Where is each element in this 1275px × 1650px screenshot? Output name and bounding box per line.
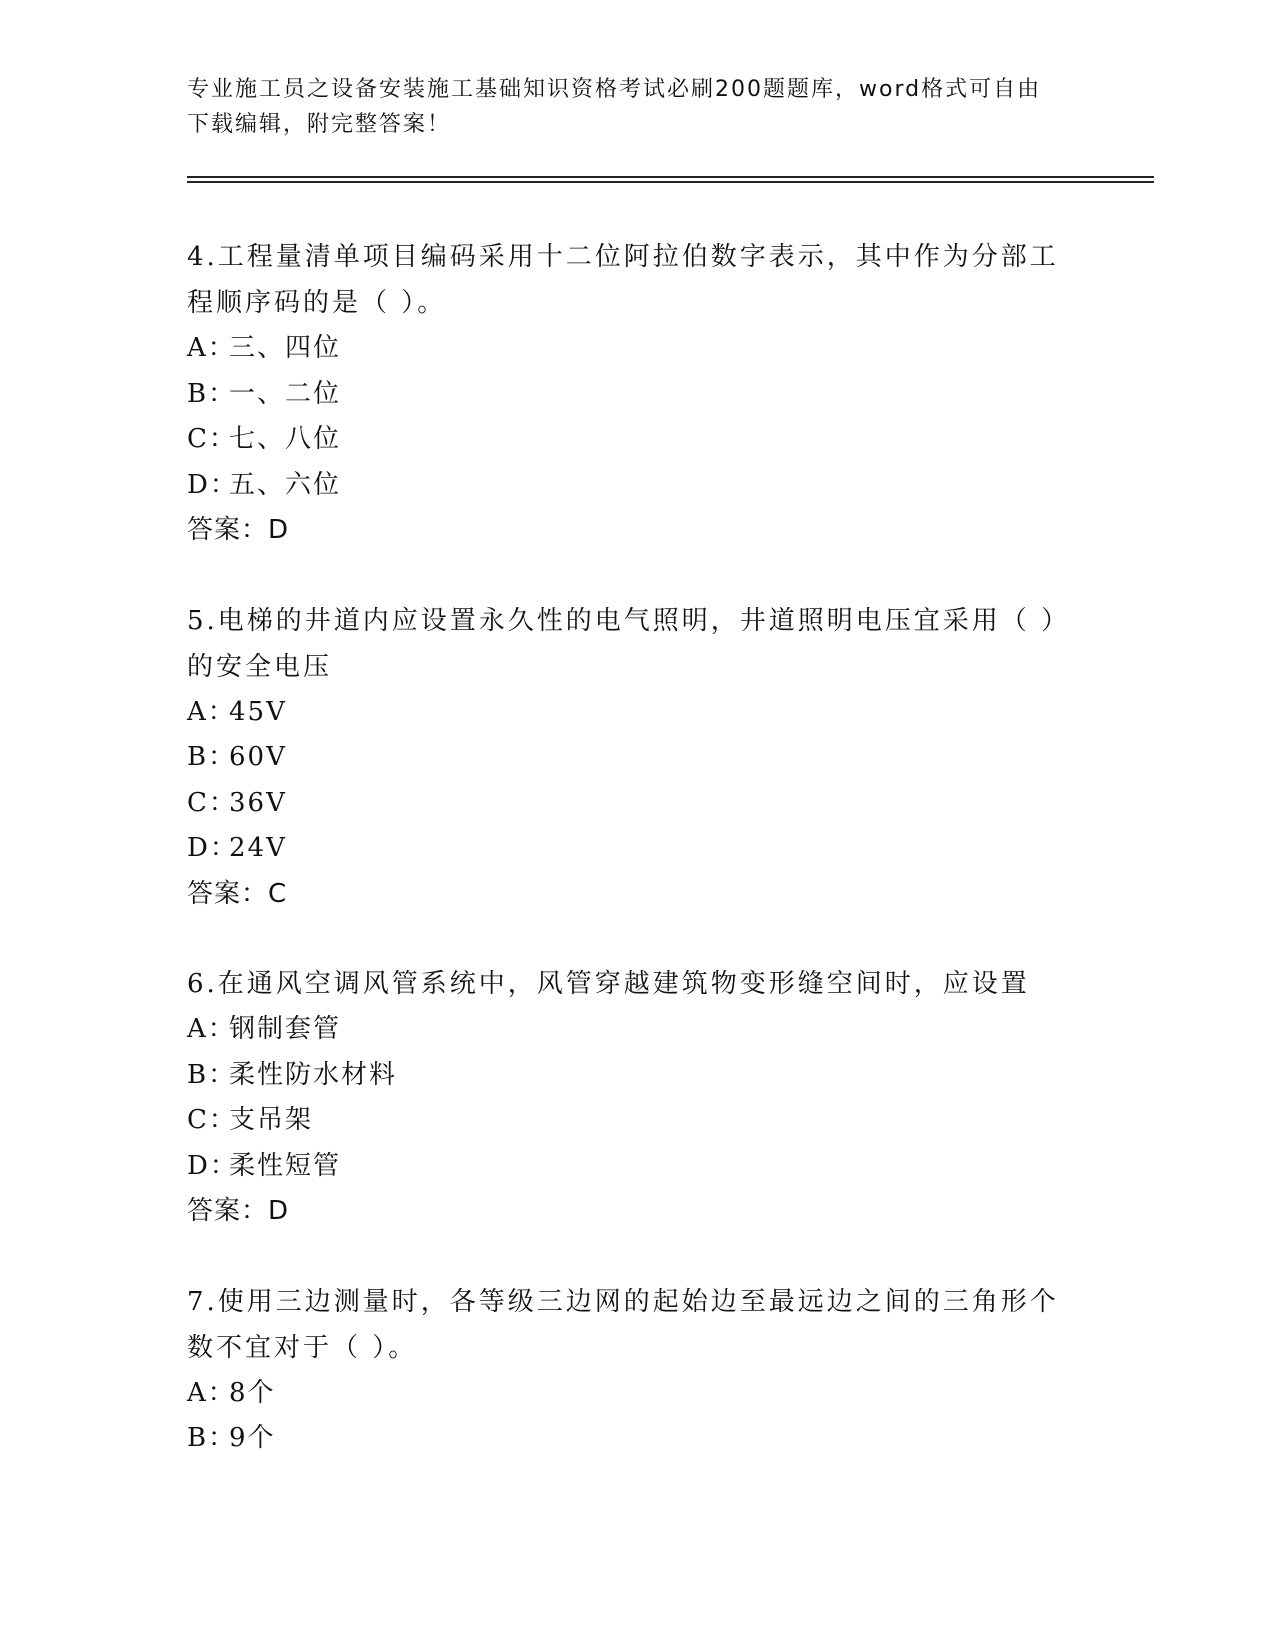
option-d xyxy=(187,463,1067,509)
question-stem: 6.在通风空调风管系统中，风管穿越建筑物变形缝空间时，应设置 xyxy=(187,969,1030,999)
option-letter: A： xyxy=(187,1014,236,1044)
question-4 xyxy=(187,234,1067,554)
option-letter: B： xyxy=(187,742,237,772)
option-b xyxy=(187,735,1067,781)
option-letter: D： xyxy=(187,1150,238,1181)
option-letter: A： xyxy=(187,696,236,727)
option-text: 9个 xyxy=(229,1423,276,1453)
question-6 xyxy=(187,961,1067,1235)
document-header xyxy=(187,72,1067,142)
option-b xyxy=(187,1053,1067,1099)
header-divider-top xyxy=(187,176,1154,178)
question-stem: 4.工程量清单项目编码采用十二位阿拉伯数字表示，其中作为分部工程顺序码的是（ ）。 xyxy=(187,242,1059,318)
header-line-2: 下载编辑，附完整答案！ xyxy=(187,112,452,137)
option-c xyxy=(187,1098,1067,1144)
option-text: 柔性短管 xyxy=(229,1150,342,1181)
answer-line: 答案：D xyxy=(187,515,290,545)
option-text: 钢制套管 xyxy=(229,1014,342,1044)
question-stem: 5.电梯的井道内应设置永久性的电气照明，井道照明电压宜采用（ ）的安全电压 xyxy=(187,605,1058,682)
header-line-1: 专业施工员之设备安装施工基础知识资格考试必刷200题题库，word格式可自由 xyxy=(187,77,1042,102)
option-text: 36V xyxy=(229,787,287,818)
option-a xyxy=(187,690,1067,736)
question-list xyxy=(187,234,1067,1506)
question-stem: 7.使用三边测量时，各等级三边网的起始边至最远边之间的三角形个数不宜对于（ ）。 xyxy=(187,1286,1059,1363)
option-letter: C： xyxy=(187,424,237,454)
option-a xyxy=(187,326,1067,372)
option-a xyxy=(187,1007,1067,1053)
option-letter: B： xyxy=(187,1423,237,1453)
answer-line: 答案：D xyxy=(187,1196,290,1226)
option-text: 8个 xyxy=(229,1377,276,1408)
answer-line: 答案：C xyxy=(187,878,288,909)
option-letter: B： xyxy=(187,378,237,409)
option-text: 一、二位 xyxy=(229,378,342,409)
option-text: 60V xyxy=(229,742,287,772)
option-letter: C： xyxy=(187,787,237,818)
option-letter: D： xyxy=(187,469,238,500)
option-d xyxy=(187,826,1067,872)
option-b xyxy=(187,1416,1067,1462)
option-letter: D： xyxy=(187,833,238,863)
option-letter: A： xyxy=(187,1377,236,1408)
option-text: 柔性防水材料 xyxy=(229,1059,398,1090)
option-c xyxy=(187,781,1067,827)
option-c xyxy=(187,417,1067,463)
option-letter: C： xyxy=(187,1105,237,1135)
header-divider-bottom xyxy=(187,181,1154,183)
option-text: 支吊架 xyxy=(229,1105,314,1135)
option-letter: B： xyxy=(187,1059,237,1090)
option-letter: A： xyxy=(187,333,236,363)
option-text: 三、四位 xyxy=(229,333,342,363)
option-text: 24V xyxy=(229,833,287,863)
option-text: 45V xyxy=(229,696,287,727)
question-5 xyxy=(187,598,1067,918)
option-a xyxy=(187,1371,1067,1417)
option-text: 五、六位 xyxy=(229,469,342,500)
option-text: 七、八位 xyxy=(229,424,342,454)
option-d xyxy=(187,1144,1067,1190)
option-b xyxy=(187,372,1067,418)
question-7 xyxy=(187,1279,1067,1462)
